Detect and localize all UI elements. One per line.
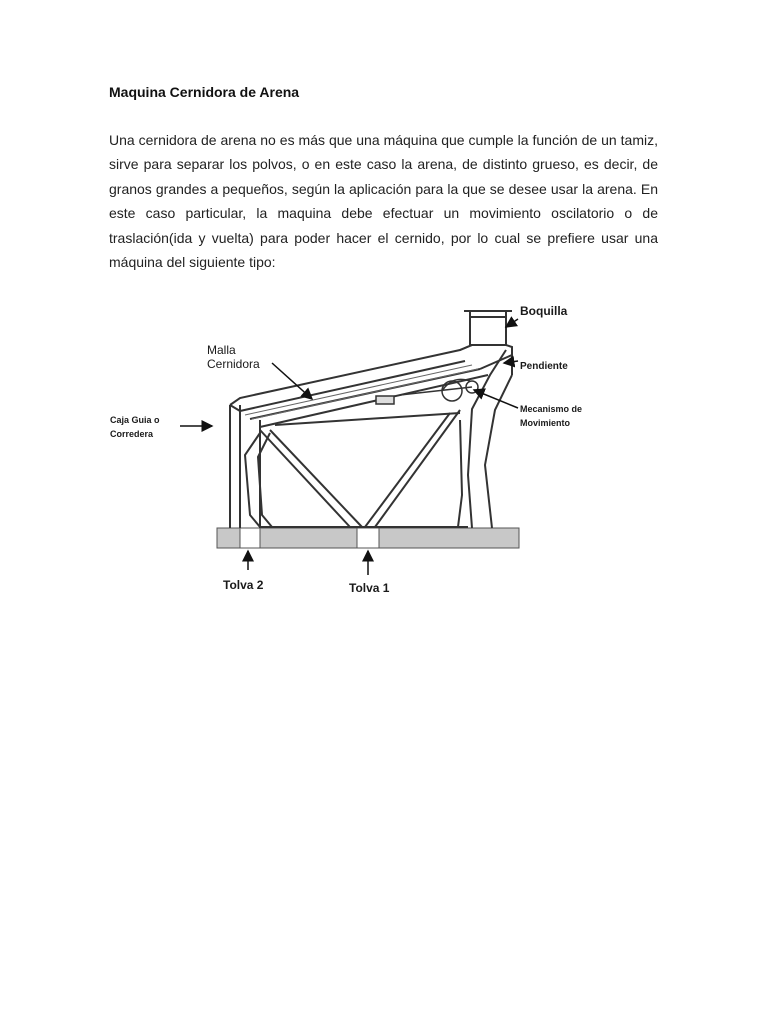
label-mecanismo-2: Movimiento	[520, 418, 571, 428]
document-paragraph: Una cernidora de arena no es más que una máquina que cumple la función de un tamiz, sirve para separar los polvos, o en este caso la arena, de distinto grueso, es decir, de granos grandes a pequeños, según la aplicación para la que se desee usar la arena. En este caso particular, la maquina debe efectuar un movimiento oscilatorio o de traslación(ida y vuelta) para poder hacer el cernido, por lo cual se prefiere usar una máquina del siguiente tipo:	[109, 132, 658, 271]
tolva-1-opening	[357, 528, 379, 548]
label-tolva2: Tolva 2	[223, 578, 264, 592]
sieve-mesh	[245, 365, 478, 419]
label-caja-2: Corredera	[110, 429, 154, 439]
document-title: Maquina Cernidora de Arena	[109, 84, 300, 100]
label-tolva1: Tolva 1	[349, 581, 390, 595]
arrow-mecanismo	[474, 390, 518, 408]
label-boquilla: Boquilla	[520, 304, 568, 318]
label-mecanismo-1: Mecanismo de	[520, 404, 583, 414]
label-caja-1: Caja Guia o	[110, 415, 160, 425]
hopper-nozzle	[464, 311, 512, 345]
arrow-pendiente	[504, 361, 518, 363]
label-malla-2: Cernidora	[207, 357, 260, 371]
support-truss	[245, 410, 468, 527]
arrow-malla	[272, 363, 312, 399]
tolva-2-opening	[240, 528, 260, 548]
arrow-boquilla	[506, 319, 518, 327]
label-pendiente: Pendiente	[520, 361, 568, 372]
machine-diagram	[100, 295, 660, 605]
label-malla-1: Malla	[207, 343, 236, 357]
